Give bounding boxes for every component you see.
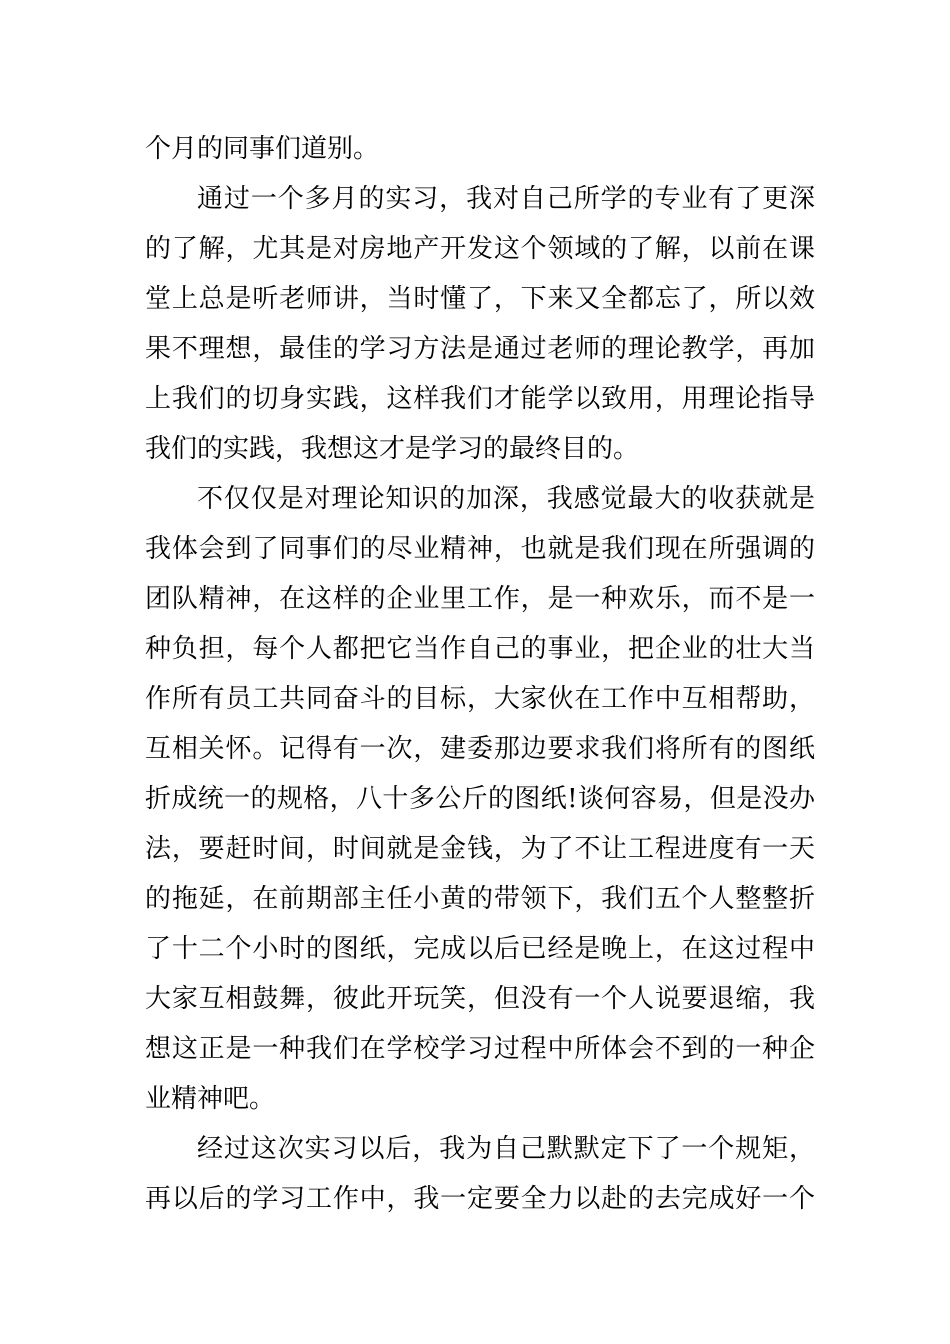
text-line: 大家互相鼓舞，彼此开玩笑，但没有一个人说要退缩，我 [145,984,815,1014]
paragraph [145,124,815,174]
paragraph [145,474,815,1124]
text-line: 经过这次实习以后，我为自己默默定下了一个规矩， [197,1134,815,1164]
text-line: 堂上总是听老师讲，当时懂了，下来又全都忘了，所以效 [145,284,815,314]
text-line: 通过一个多月的实习，我对自己所学的专业有了更深 [197,184,815,214]
text-line: 折成统一的规格，八十多公斤的图纸!谈何容易，但是没办 [145,784,815,814]
text-line: 团队精神，在这样的企业里工作，是一种欢乐，而不是一 [145,584,815,614]
text-line: 法，要赶时间，时间就是金钱，为了不让工程进度有一天 [145,834,815,864]
text-line: 了十二个小时的图纸，完成以后已经是晚上，在这过程中 [145,934,815,964]
text-line: 我体会到了同事们的尽业精神，也就是我们现在所强调的 [145,534,815,564]
text-line: 的了解，尤其是对房地产开发这个领域的了解，以前在课 [145,234,815,264]
document-body [145,124,815,1224]
text-line: 再以后的学习工作中，我一定要全力以赴的去完成好一个 [145,1184,815,1214]
text-line: 的拖延，在前期部主任小黄的带领下，我们五个人整整折 [145,884,815,914]
text-line: 互相关怀。记得有一次，建委那边要求我们将所有的图纸 [145,734,815,764]
text-line: 个月的同事们道别。 [145,134,380,164]
text-line: 想这正是一种我们在学校学习过程中所体会不到的一种企 [145,1034,815,1064]
text-line: 作所有员工共同奋斗的目标，大家伙在工作中互相帮助， [145,684,815,714]
text-line: 不仅仅是对理论知识的加深，我感觉最大的收获就是 [197,484,815,514]
paragraph [145,174,815,474]
text-line: 果不理想，最佳的学习方法是通过老师的理论教学，再加 [145,334,815,364]
text-line: 业精神吧。 [145,1084,276,1114]
text-line: 上我们的切身实践，这样我们才能学以致用，用理论指导 [145,384,815,414]
text-line: 我们的实践，我想这才是学习的最终目的。 [145,434,640,464]
paragraph [145,1124,815,1224]
text-line: 种负担，每个人都把它当作自己的事业，把企业的壮大当 [145,634,815,664]
